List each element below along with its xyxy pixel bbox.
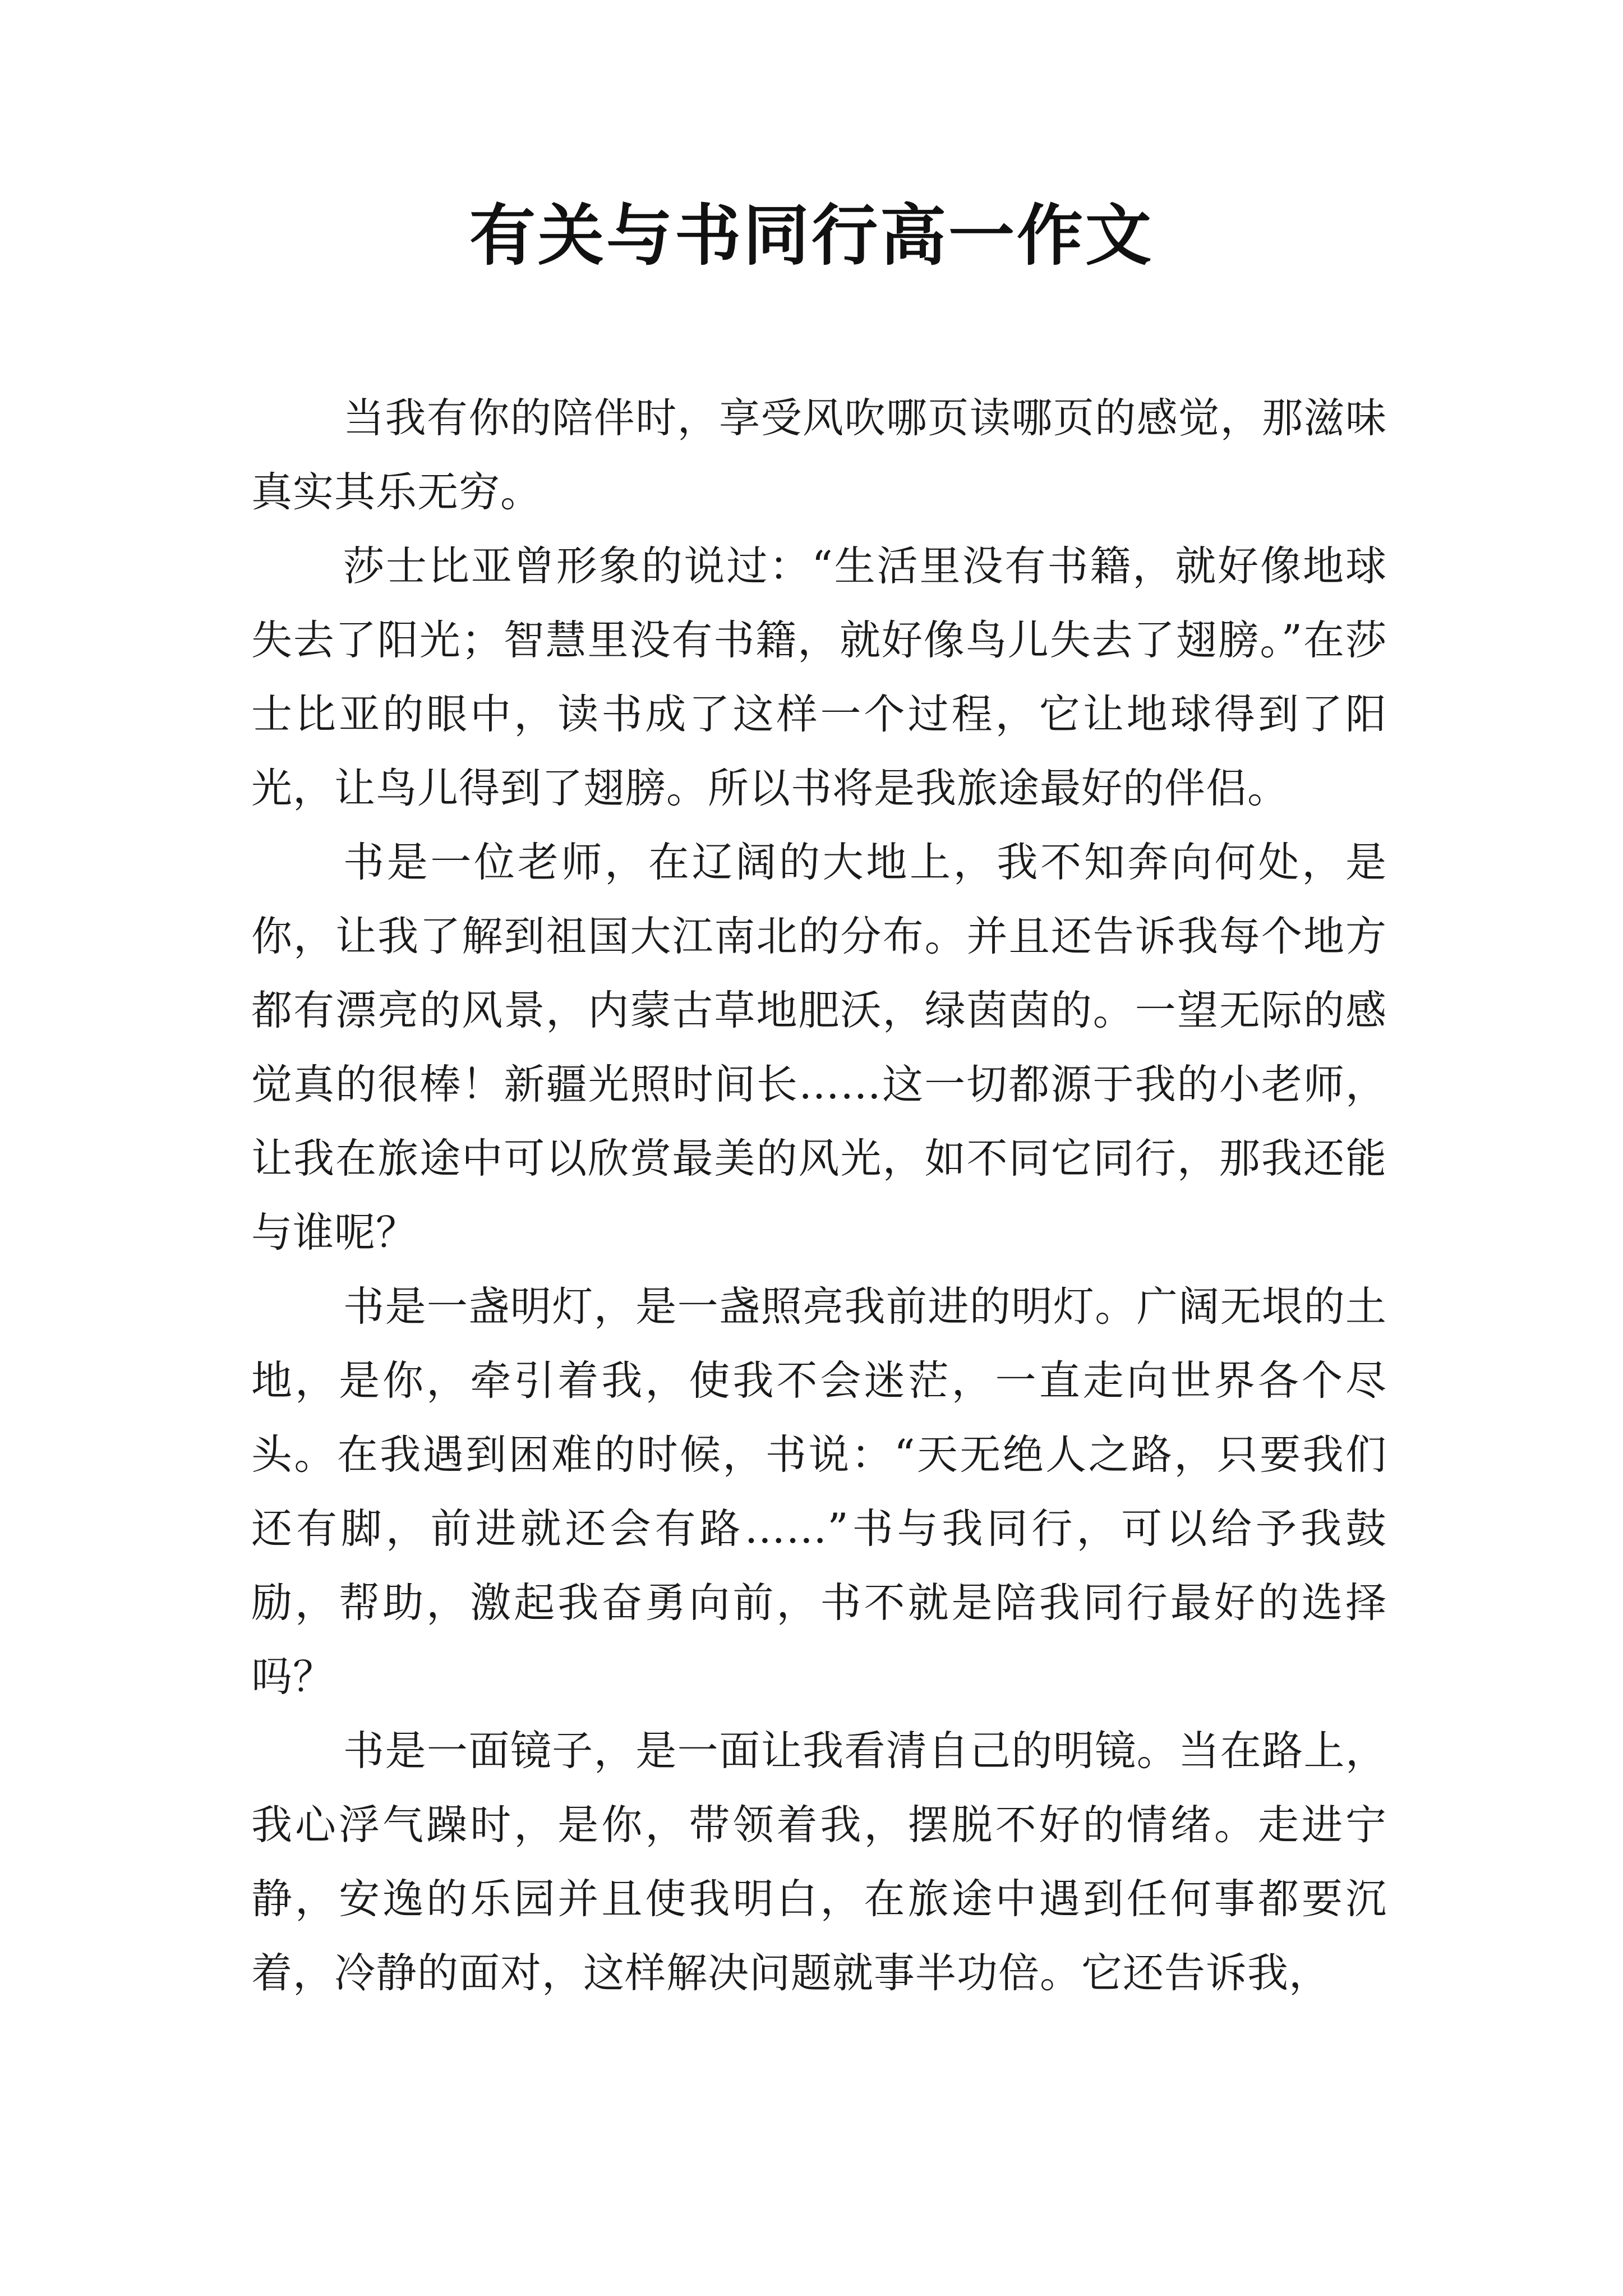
paragraph-3: 书是一位老师，在辽阔的大地上，我不知奔向何处，是你，让我了解到祖国大江南北的分布。并且还告诉我每个地方都有漂亮的风景，内蒙古草地肥沃，绿茵茵的。一望无际的感觉真的很棒！新疆光照时间长……这一切都源于我的小老师，让我在旅途中可以欣赏最美的风光，如不同它同行，那我还能与谁呢？ — [251, 839, 1387, 1257]
paragraph-5: 书是一面镜子，是一面让我看清自己的明镜。当在路上，我心浮气躁时，是你，带领着我，摆脱不好的情绪。走进宁静，安逸的乐园并且使我明白，在旅途中遇到任何事都要沉着，冷静的面对，这样解决问题就事半功倍。它还告诉我， — [251, 1727, 1387, 1997]
paragraph-1: 当我有你的陪伴时，享受风吹哪页读哪页的感觉，那滋味真实其乐无穷。 — [251, 394, 1387, 516]
document-title: 有关与书同行高一作文 — [469, 196, 1154, 274]
paragraph-2: 莎士比亚曾形象的说过：“生活里没有书籍，就好像地球失去了阳光；智慧里没有书籍，就好像鸟儿失去了翅膀。”在莎士比亚的眼中，读书成了这样一个过程，它让地球得到了阳光，让鸟儿得到了翅膀。所以书将是我旅途最好的伴侣。 — [251, 542, 1387, 812]
paragraph-4: 书是一盏明灯，是一盏照亮我前进的明灯。广阔无垠的土地，是你，牵引着我，使我不会迷茫，一直走向世界各个尽头。在我遇到困难的时候，书说：“天无绝人之路，只要我们还有脚，前进就还会有路……”书与我同行，可以给予我鼓励，帮助，激起我奋勇向前，书不就是陪我同行最好的选择吗？ — [251, 1283, 1387, 1701]
document-body — [251, 381, 1387, 2010]
